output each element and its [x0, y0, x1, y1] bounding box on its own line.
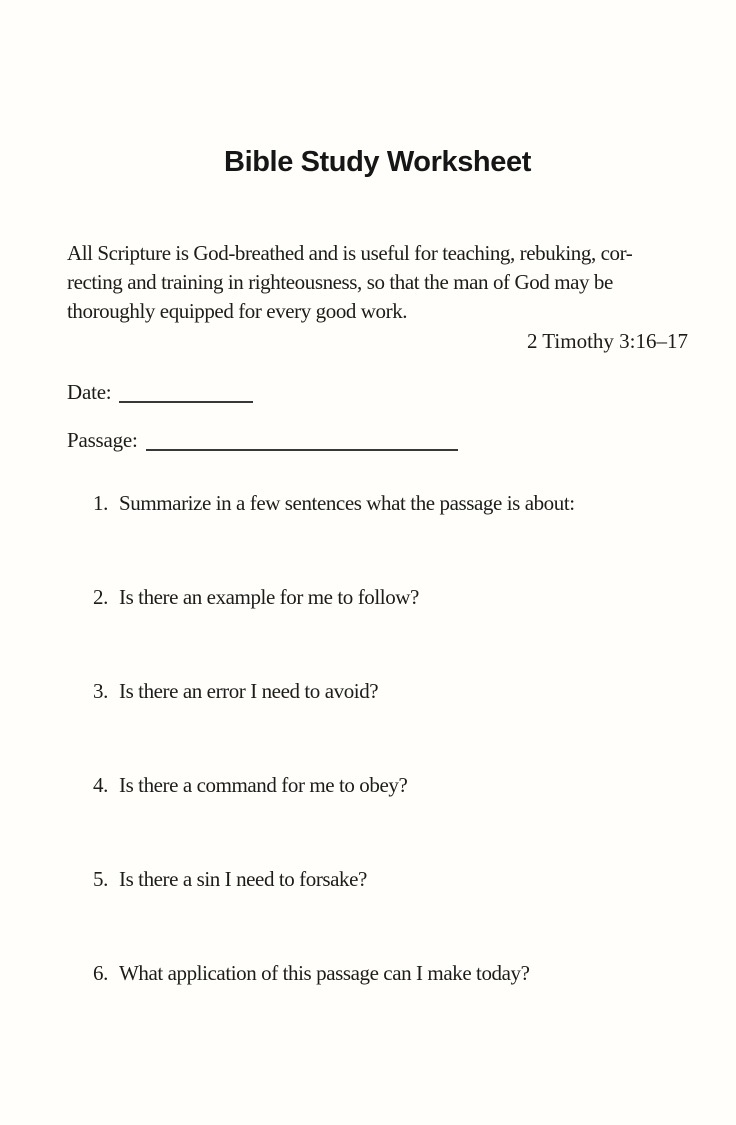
question-text: Is there an error I need to avoid?: [119, 679, 379, 703]
page-title: Bible Study Worksheet: [224, 146, 531, 178]
scripture-line: All Scripture is God-breathed and is useful for teaching, rebuking, cor-: [67, 241, 633, 265]
question-number: 1.: [93, 491, 108, 515]
scripture-line: thoroughly equipped for every good work.: [67, 299, 408, 323]
question-item: [93, 959, 688, 988]
question-item: [93, 583, 688, 612]
scripture-quote: [67, 239, 688, 326]
question-text: Summarize in a few sentences what the passage is about:: [119, 491, 575, 515]
question-item: [93, 677, 688, 706]
question-text: Is there an example for me to follow?: [119, 585, 419, 609]
date-label: Date:: [67, 380, 112, 404]
passage-label: Passage:: [67, 428, 138, 452]
question-item: [93, 865, 688, 894]
date-blank-line[interactable]: [119, 389, 253, 403]
scripture-line: recting and training in righteousness, so that the man of God may be: [67, 270, 613, 294]
questions-list: [67, 489, 688, 988]
question-number: 6.: [93, 961, 108, 985]
question-number: 4.: [93, 773, 108, 797]
question-text: What application of this passage can I make today?: [119, 961, 530, 985]
question-item: [93, 771, 688, 800]
question-text: Is there a command for me to obey?: [119, 773, 408, 797]
question-item: [93, 489, 688, 518]
question-number: 3.: [93, 679, 108, 703]
passage-blank-line[interactable]: [146, 437, 458, 451]
scripture-reference: 2 Timothy 3:16–17: [526, 329, 688, 353]
question-text: Is there a sin I need to forsake?: [119, 867, 367, 891]
passage-field-row: [67, 426, 688, 455]
question-number: 2.: [93, 585, 108, 609]
date-field-row: [67, 378, 688, 407]
question-number: 5.: [93, 867, 108, 891]
